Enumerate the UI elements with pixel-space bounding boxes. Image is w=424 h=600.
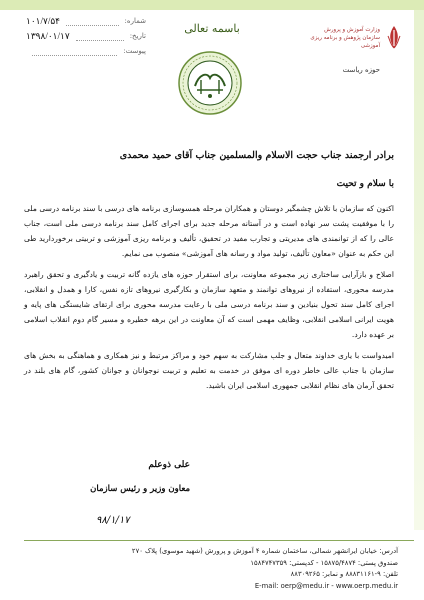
number-row — [26, 14, 146, 29]
signatory-title: معاون وزیر و رئیس سازمان — [90, 484, 190, 494]
footer-divider — [24, 540, 414, 541]
footer-email: E-mail: oerp@medu.ir - www.oerp.medu.ir — [254, 581, 398, 590]
handwritten-date — [96, 515, 196, 533]
date-row — [26, 29, 146, 44]
signatory-name: علی ذوعلم — [148, 460, 190, 470]
date-line — [76, 32, 124, 41]
handwritten-date-text: ۹۸/۱/۱۷ — [96, 515, 130, 526]
signature-block — [70, 460, 190, 494]
number-line — [66, 17, 119, 26]
number-label: شماره: — [124, 17, 146, 25]
org-line-3: آموزشی — [360, 43, 380, 49]
org-line-1: وزارت آموزش و پرورش — [324, 27, 380, 33]
attachment-row — [26, 44, 146, 59]
paragraph-1: اکنون که سازمان با تلاش چشمگیر دوستان و همکاران مرحله همسوسازی برنامه های درسی با سند برنامه درسی ملی را با موفقیت پشت سر نهاده است و در آستانه مرحله جدید برای اجرای کامل سند برنامه درسی ملی است، جناب عالی را که از توانمندی های مدیریتی و تجارب مفید در تحقیق، تألیف و برنامه ریزی آموزشی و تربیتی برخوردارید طی این حکم به عنوان «معاون تألیف، تولید مواد و رسانه های آموزشی» منصوب می نمایم. — [24, 204, 394, 258]
date-label: تاریخ: — [129, 32, 146, 40]
paragraph-2: اصلاح و بازآرایی ساختاری زیر مجموعه معاونت، برای استقرار حوزه های یازده گانه تربیت و یادگیری و تحقق راهبرد مدرسه محوری، استفاده از نیروهای توانمند و متعهد سازمان و بکارگیری نیروهای تازه نفس، کارا و همدل و انقلابی، اجرای کامل سند تحول بنیادین و سند برنامه درسی ملی با رعایت مدرسه محوری برای ارتقای شایستگی های پایه و هویت ایرانی اسلامی انقلابی، وظایف مهمی است که آن معاونت در این برهه خطیره و مسیر گام دوم انقلاب اسلامی بر عهده دارد. — [24, 270, 394, 339]
footer-address: آدرس: خیابان ایرانشهر شمالی، ساختمان شماره ۴ آموزش و پرورش (شهید موسوی) پلاک ۲۷۰ — [131, 547, 398, 555]
addressee: برادر ارجمند جناب حجت الاسلام والمسلمین جناب آقای حمید محمدی — [119, 150, 394, 161]
greeting: با سلام و تحیت — [336, 179, 394, 189]
letter-number: ۱۰۱/۷/۵۴ — [26, 16, 61, 26]
footer-phone: تلفن: ۹-۸۸۸۳۱۱۶۱ و نمابر: ۸۸۳۰۹۲۶۵ — [290, 570, 398, 578]
letter-meta — [26, 14, 146, 59]
organization-name — [294, 26, 380, 50]
organization-block — [294, 20, 404, 90]
attachment-line — [32, 47, 117, 56]
footer — [24, 546, 398, 592]
seal-emblem-icon — [177, 50, 243, 116]
iran-emblem-icon — [384, 24, 404, 50]
letterhead — [0, 10, 424, 120]
header-band — [0, 0, 424, 10]
letter-body — [24, 150, 394, 399]
office-name: حوزه ریاست — [342, 66, 380, 74]
org-line-2: سازمان پژوهش و برنامه ریزی — [310, 35, 380, 41]
footer-postal: صندوق پستی: ۱۵۸۷۵/۴۸۷۴ - کدپستی: ۱۵۸۴۷۴۷۳۵۹ — [250, 558, 398, 567]
basmala: باسمه تعالی — [184, 22, 240, 35]
attachment-label: پیوست: — [123, 47, 146, 55]
paragraph-3: امیدواست با یاری خداوند متعال و جلب مشارکت به سهم خود و مراکز مرتبط و نیز همکاری و هماهنگی به بخش های سازمان با جناب عالی خاطر دوره ای موفق در خدمت به تعلیم و تربیت نوجوانان و جوانان کشور، گام های بلند در تحقق آرمان های نظام انقلابی جمهوری اسلامی ایران باشید. — [24, 351, 394, 390]
letter-date: ۱۳۹۸/۰۱/۱۷ — [26, 31, 70, 41]
